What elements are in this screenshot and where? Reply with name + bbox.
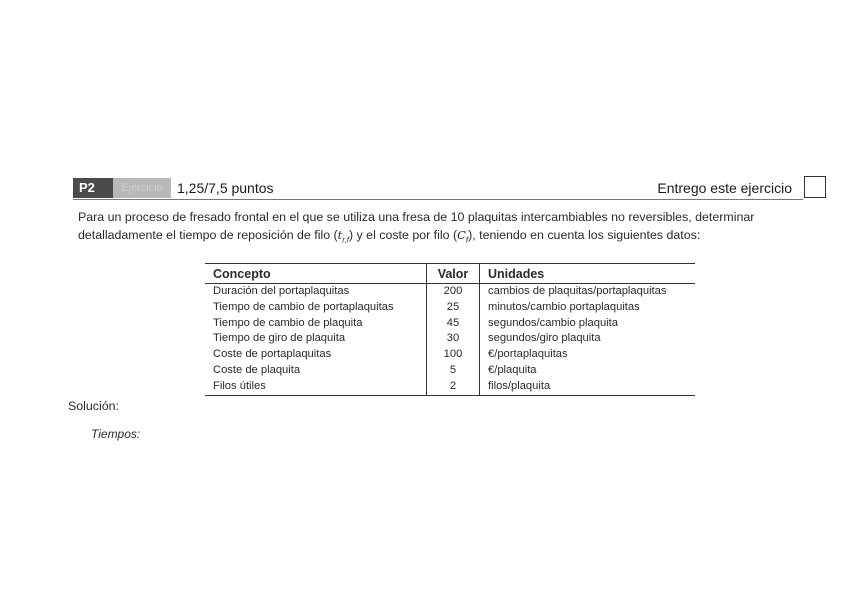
symbol-t-subscript: r,f xyxy=(342,235,349,245)
header-unidades: Unidades xyxy=(480,264,696,284)
cell-unidades: cambios de plaquitas/portaplaquitas xyxy=(488,285,667,297)
header-concepto: Concepto xyxy=(205,264,427,284)
cell-concepto: Tiempo de cambio de portaplaquitas xyxy=(213,300,394,313)
symbol-t: t xyxy=(337,228,343,242)
statement-text: detalladamente el tiempo de reposición de filo ( xyxy=(78,228,338,242)
cell-valor: 45 xyxy=(427,316,480,332)
cell-valor: 100 xyxy=(427,347,480,363)
problem-tag: Ejercicio xyxy=(113,178,171,198)
cell-unidades: €/portaplaquitas xyxy=(488,348,568,361)
symbol-c: C xyxy=(457,228,466,242)
table-row xyxy=(205,379,695,395)
cell-valor: 200 xyxy=(427,284,480,300)
points-label: 1,25/7,5 puntos xyxy=(177,180,274,196)
cell-concepto: Tiempo de cambio de plaquita xyxy=(213,316,363,329)
table-row xyxy=(205,316,695,332)
table-row xyxy=(205,363,695,379)
cell-valor: 5 xyxy=(427,363,480,379)
solution-label: Solución: xyxy=(68,399,119,413)
problem-header xyxy=(73,176,828,200)
statement-line-1: Para un proceso de fresado frontal en el que se utiliza una fresa de 10 plaquitas intercambiables no reversibles, determinar xyxy=(78,210,755,224)
cell-concepto: Coste de plaquita xyxy=(213,363,301,376)
cell-concepto: Duración del portaplaquitas xyxy=(213,285,350,297)
statement-line-2 xyxy=(78,226,828,249)
cell-unidades: €/plaquita xyxy=(488,363,537,376)
delivery-checkbox[interactable] xyxy=(804,176,826,198)
delivery-label: Entrego este ejercicio xyxy=(657,180,792,196)
table-row xyxy=(205,300,695,316)
symbol-c-subscript: f xyxy=(465,235,469,245)
header-divider xyxy=(73,199,803,200)
statement-text: ), teniendo en cuenta los siguientes datos: xyxy=(468,228,701,242)
cell-unidades: segundos/giro plaquita xyxy=(488,332,601,345)
cell-concepto: Filos útiles xyxy=(205,379,427,395)
table-row xyxy=(205,284,695,300)
cell-concepto: Coste de portaplaquitas xyxy=(213,348,332,361)
data-table xyxy=(205,263,695,396)
cell-unidades: minutos/cambio portaplaquitas xyxy=(488,300,640,313)
cell-valor: 30 xyxy=(427,331,480,347)
cell-concepto: Tiempo de giro de plaquita xyxy=(213,332,346,345)
cell-unidades: filos/plaquita xyxy=(480,379,696,395)
cell-valor: 25 xyxy=(427,300,480,316)
problem-number: P2 xyxy=(73,178,113,198)
table-header-row xyxy=(205,264,695,284)
cell-unidades: segundos/cambio plaquita xyxy=(488,316,618,329)
header-valor: Valor xyxy=(427,264,480,284)
times-label: Tiempos: xyxy=(91,427,141,441)
cell-valor: 2 xyxy=(427,379,480,395)
statement-text: ) y el coste por filo ( xyxy=(348,228,458,242)
table-row xyxy=(205,347,695,363)
table-row xyxy=(205,331,695,347)
problem-statement xyxy=(78,208,828,249)
